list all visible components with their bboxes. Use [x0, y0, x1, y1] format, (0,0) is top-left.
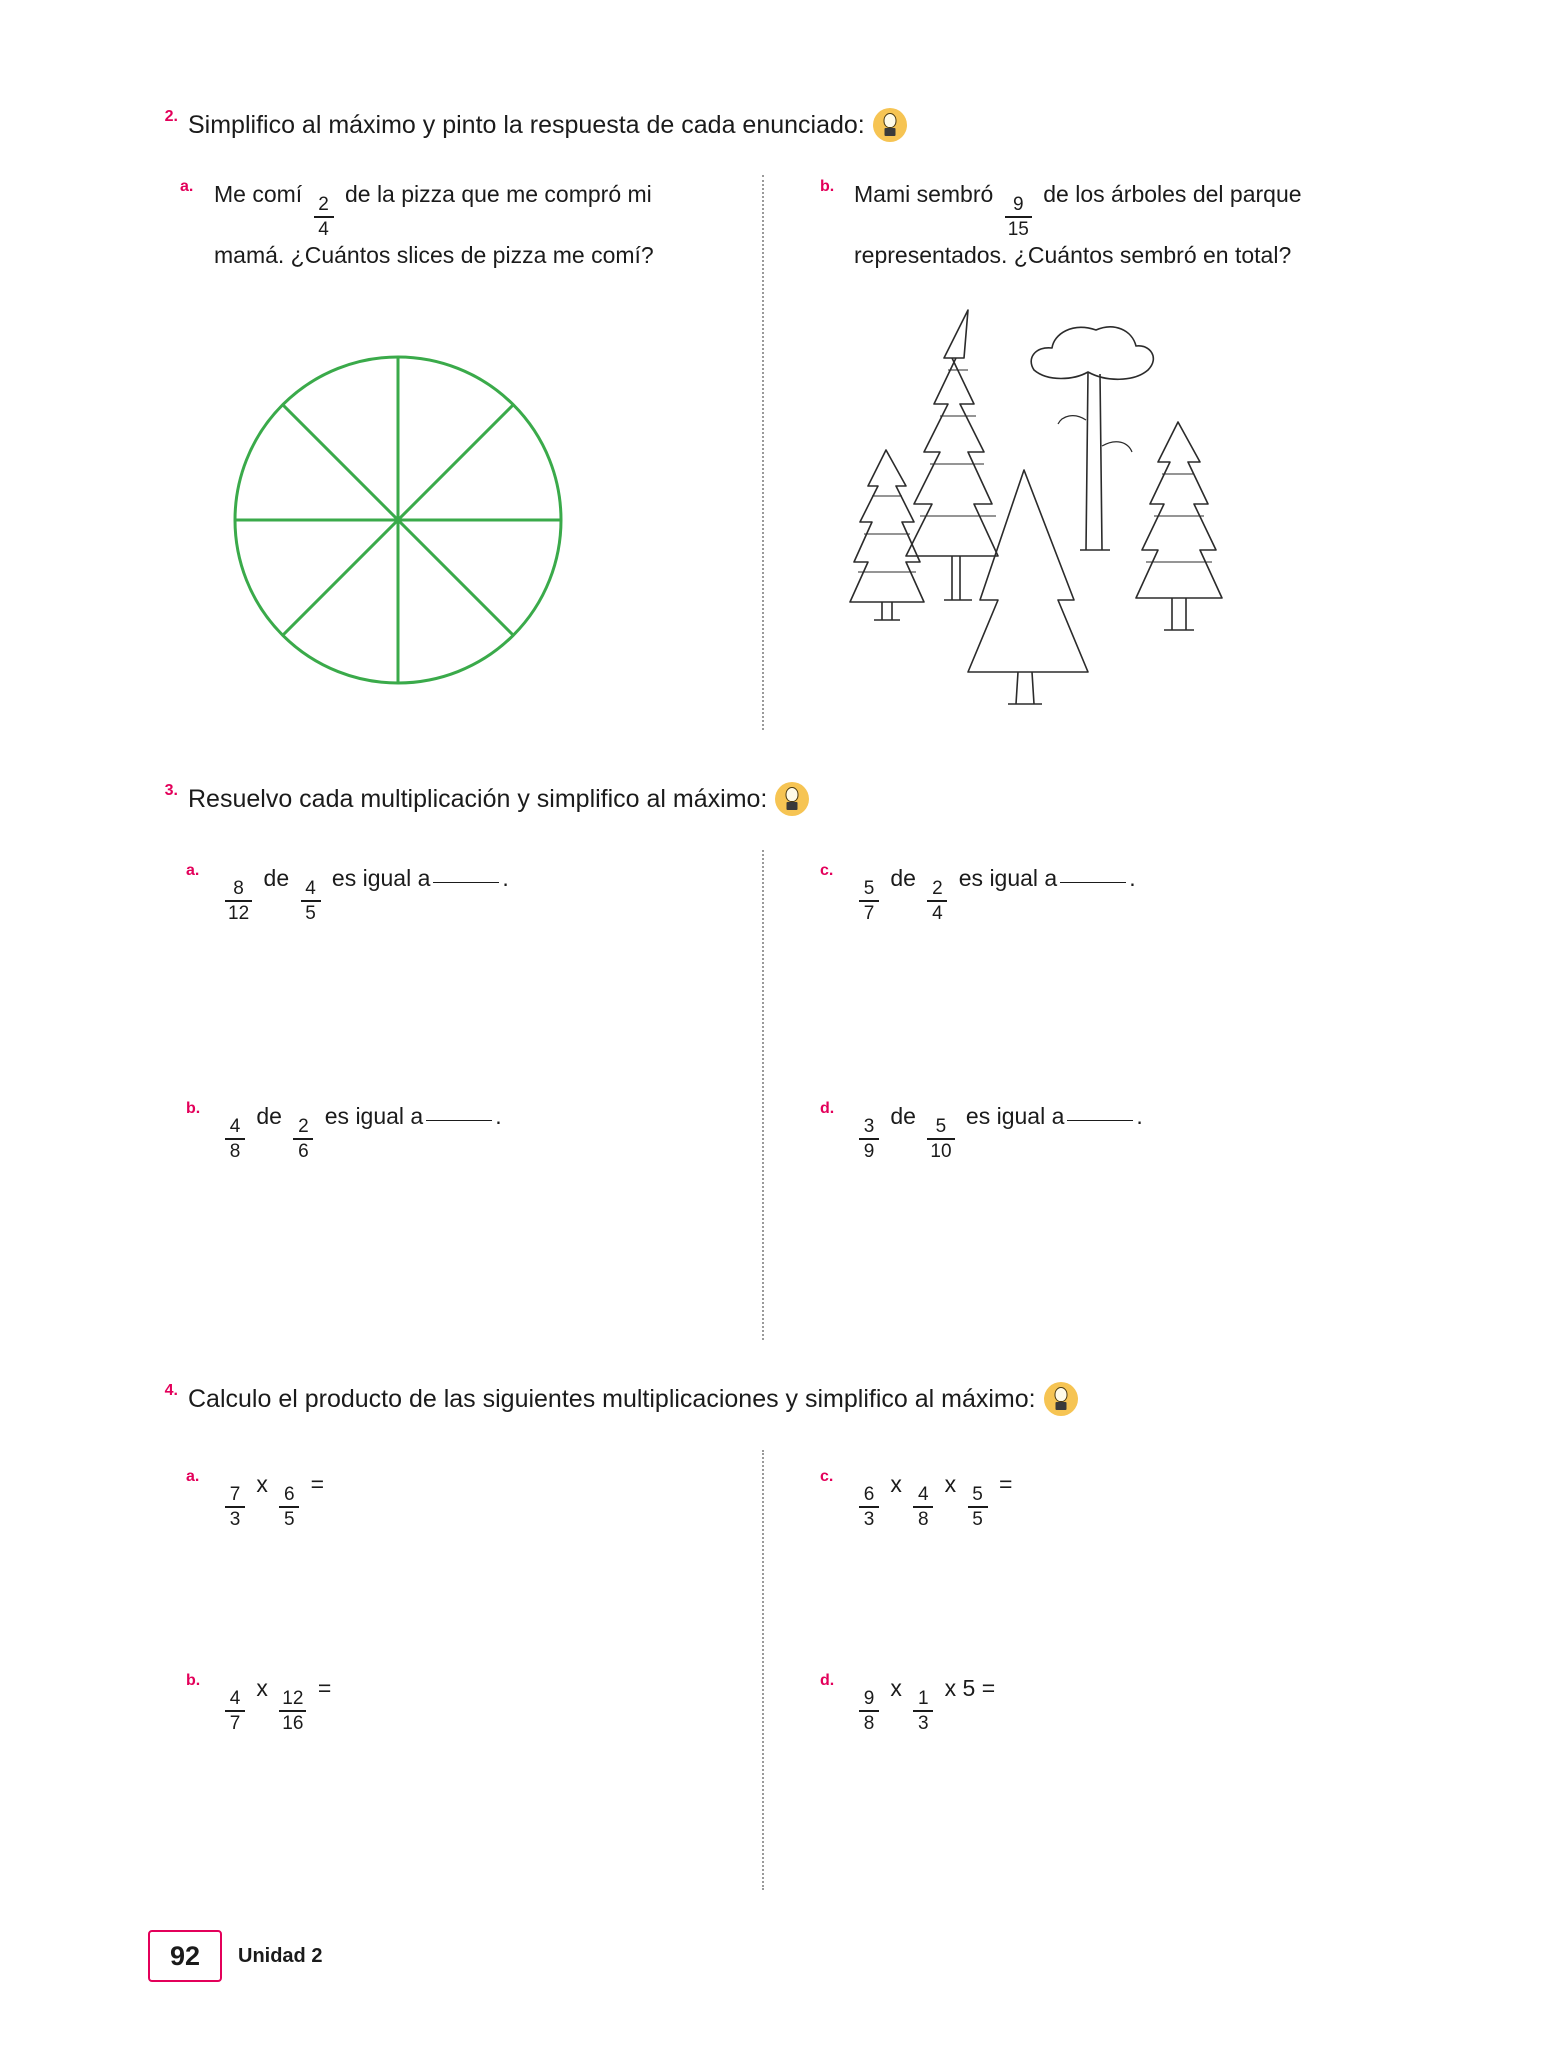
item-letter: c.: [820, 1468, 834, 1485]
fraction-bar: [859, 1138, 879, 1140]
item-expression: [854, 1100, 1143, 1161]
fraction-denominator: 5: [972, 1508, 983, 1530]
fraction-second: [913, 1485, 933, 1529]
exercise-4-heading: [148, 1382, 1448, 1416]
lightbulb-icon: [873, 108, 907, 142]
tail-text: es igual a: [324, 1103, 424, 1129]
fraction-numerator: 12: [282, 1688, 304, 1709]
exercise-2-item-b: [820, 178, 1420, 272]
answer-blank[interactable]: [426, 1104, 492, 1121]
fraction-first: [225, 1117, 245, 1161]
trees-figure: [848, 300, 1298, 735]
fraction-bar: [279, 1710, 306, 1712]
fraction-denominator: 7: [229, 1712, 241, 1734]
fraction-numerator: 6: [863, 1484, 875, 1505]
fraction-denominator: 4: [932, 902, 943, 924]
fraction-bar: [1005, 216, 1032, 218]
tail-text: es igual a: [965, 1103, 1065, 1129]
fraction-bar: [859, 1506, 879, 1508]
fraction-bar: [913, 1506, 933, 1508]
operator: x 5: [944, 1675, 976, 1701]
trees-illustration-icon: [848, 300, 1298, 730]
fraction-bar: [968, 1506, 988, 1508]
operator: x: [256, 1471, 268, 1497]
exercise-4-item-a: [186, 1468, 324, 1529]
fraction-numerator: 4: [305, 878, 316, 899]
item-expression: [220, 862, 509, 923]
fraction-numerator: 9: [1012, 194, 1024, 215]
item-text: Me comí $\frac{2}{4}$ de la pizza que me compró mi mamá. ¿Cuántos slices de pizza me comí?: [214, 181, 654, 268]
fraction-second: [301, 879, 321, 923]
item-expression: [854, 1672, 995, 1733]
fraction-numerator: 4: [229, 1688, 241, 1709]
equals-sign: =: [310, 1471, 325, 1497]
pizza-circle-figure: [228, 350, 568, 695]
connector-text: de: [256, 1103, 282, 1129]
connector-text: de: [890, 1103, 916, 1129]
exercise-3-heading: [148, 782, 1418, 816]
fraction-denominator: 3: [917, 1712, 929, 1734]
fraction-numerator: 7: [229, 1484, 241, 1505]
exercise-3-item-c: [820, 862, 1136, 923]
equals-sign: =: [998, 1471, 1013, 1497]
item-expression: [220, 1672, 331, 1733]
item-text: Mami sembró $\frac{9}{15}$ de los árboles del parque representados. ¿Cuántos sembró en total?: [854, 181, 1302, 268]
fraction-numerator: 1: [917, 1688, 929, 1709]
fraction-second: [293, 1117, 313, 1161]
tail-text: es igual a: [958, 865, 1058, 891]
lightbulb-icon: [775, 782, 809, 816]
column-divider: [762, 850, 764, 1340]
operator: x: [256, 1675, 268, 1701]
operator: x: [890, 1471, 902, 1497]
lightbulb-icon: [1044, 1382, 1078, 1416]
fraction-denominator: 7: [863, 902, 875, 924]
fraction-bar: [225, 1710, 245, 1712]
column-divider: [762, 1450, 764, 1890]
fraction-denominator: 15: [1007, 218, 1029, 240]
operator: x: [890, 1675, 902, 1701]
fraction-numerator: 6: [283, 1484, 295, 1505]
exercise-2-title: Simplifico al máximo y pinto la respuesta de cada enunciado:: [188, 108, 907, 142]
item-letter: b.: [820, 178, 835, 195]
fraction-second: [279, 1689, 306, 1733]
fraction-first: [859, 1689, 879, 1733]
item-letter: b.: [186, 1672, 201, 1689]
connector-text: de: [263, 865, 290, 891]
answer-blank[interactable]: [1060, 866, 1126, 883]
item-expression: [854, 1468, 1012, 1529]
item-letter: a.: [180, 178, 194, 195]
fraction: [314, 195, 334, 239]
fraction-bar: [225, 1506, 245, 1508]
item-letter: a.: [186, 1468, 200, 1485]
fraction-second: [927, 1117, 954, 1161]
fraction-third: [968, 1485, 988, 1529]
period: .: [1136, 1103, 1143, 1129]
fraction-denominator: 9: [863, 1140, 875, 1162]
connector-text: de: [890, 865, 916, 891]
period: .: [502, 865, 509, 891]
fraction-denominator: 8: [229, 1140, 241, 1162]
fraction-denominator: 12: [228, 902, 250, 924]
tail-text: es igual a: [331, 865, 431, 891]
item-letter: b.: [186, 1100, 201, 1117]
column-divider: [762, 175, 764, 730]
fraction-bar: [225, 900, 252, 902]
page-footer: [148, 1930, 322, 1982]
fraction: [1005, 195, 1032, 239]
item-expression: [220, 1100, 502, 1161]
exercise-2: [148, 108, 1418, 142]
fraction-denominator: 3: [229, 1508, 241, 1530]
fraction-denominator: 8: [917, 1508, 929, 1530]
pizza-circle-eighths-icon: [228, 350, 568, 690]
fraction-first: [225, 879, 252, 923]
fraction-second: [279, 1485, 299, 1529]
exercise-3: [148, 782, 1418, 816]
fraction-denominator: 10: [930, 1140, 952, 1162]
fraction-bar: [301, 900, 321, 902]
fraction-numerator: 5: [972, 1484, 983, 1505]
fraction-numerator: 2: [932, 878, 943, 899]
exercise-3-title: Resuelvo cada multiplicación y simplifico al máximo:: [188, 782, 809, 816]
fraction-denominator: 16: [282, 1712, 304, 1734]
fraction-first: [225, 1485, 245, 1529]
exercise-2-item-a: [180, 178, 710, 272]
equals-sign: =: [317, 1675, 332, 1701]
fraction-denominator: 6: [298, 1140, 309, 1162]
item-letter: a.: [186, 862, 200, 879]
fraction-denominator: 8: [863, 1712, 875, 1734]
fraction-bar: [314, 216, 334, 218]
fraction-bar: [859, 1710, 879, 1712]
fraction-numerator: 4: [917, 1484, 929, 1505]
operator: x: [944, 1471, 957, 1497]
fraction-bar: [293, 1138, 313, 1140]
fraction-second: [927, 879, 947, 923]
fraction-denominator: 5: [305, 902, 316, 924]
fraction-numerator: 2: [298, 1116, 309, 1137]
fraction-first: [859, 1485, 879, 1529]
exercise-4-title: Calculo el producto de las siguientes multiplicaciones y simplifico al máximo:: [188, 1382, 1078, 1416]
fraction-numerator: 4: [229, 1116, 241, 1137]
fraction-numerator: 2: [318, 194, 329, 215]
exercise-4-item-b: [186, 1672, 331, 1733]
fraction-bar: [279, 1506, 299, 1508]
fraction-bar: [225, 1138, 245, 1140]
period: .: [1129, 865, 1136, 891]
exercise-2-number: 2.: [164, 108, 178, 125]
exercise-4-number: 4.: [164, 1382, 178, 1399]
fraction-bar: [927, 1138, 954, 1140]
item-letter: d.: [820, 1100, 835, 1117]
fraction-numerator: 5: [935, 1116, 947, 1137]
fraction-numerator: 8: [233, 878, 244, 899]
fraction-denominator: 4: [318, 218, 329, 240]
exercise-3-number: 3.: [164, 782, 178, 799]
item-letter: c.: [820, 862, 834, 879]
item-letter: d.: [820, 1672, 835, 1689]
exercise-4: [148, 1382, 1448, 1416]
item-expression: [854, 862, 1136, 923]
unit-label: Unidad 2: [238, 1944, 323, 1967]
fraction-numerator: 9: [863, 1688, 875, 1709]
exercise-3-item-b: [186, 1100, 502, 1161]
fraction-bar: [913, 1710, 933, 1712]
fraction-numerator: 5: [863, 878, 875, 899]
answer-blank[interactable]: [1067, 1104, 1133, 1121]
fraction-first: [225, 1689, 245, 1733]
answer-blank[interactable]: [433, 866, 499, 883]
page-number: 92: [148, 1930, 222, 1982]
equals-sign: =: [981, 1675, 996, 1701]
exercise-4-item-d: [820, 1672, 995, 1733]
fraction-first: [859, 879, 879, 923]
period: .: [495, 1103, 502, 1129]
fraction-bar: [927, 900, 947, 902]
fraction-bar: [859, 900, 879, 902]
item-expression: [220, 1468, 324, 1529]
fraction-numerator: 3: [863, 1116, 875, 1137]
exercise-3-item-a: [186, 862, 509, 923]
fraction-denominator: 5: [283, 1508, 295, 1530]
fraction-denominator: 3: [863, 1508, 875, 1530]
exercise-4-item-c: [820, 1468, 1012, 1529]
fraction-first: [859, 1117, 879, 1161]
fraction-second: [913, 1689, 933, 1733]
exercise-3-item-d: [820, 1100, 1143, 1161]
exercise-2-heading: [148, 108, 1418, 142]
